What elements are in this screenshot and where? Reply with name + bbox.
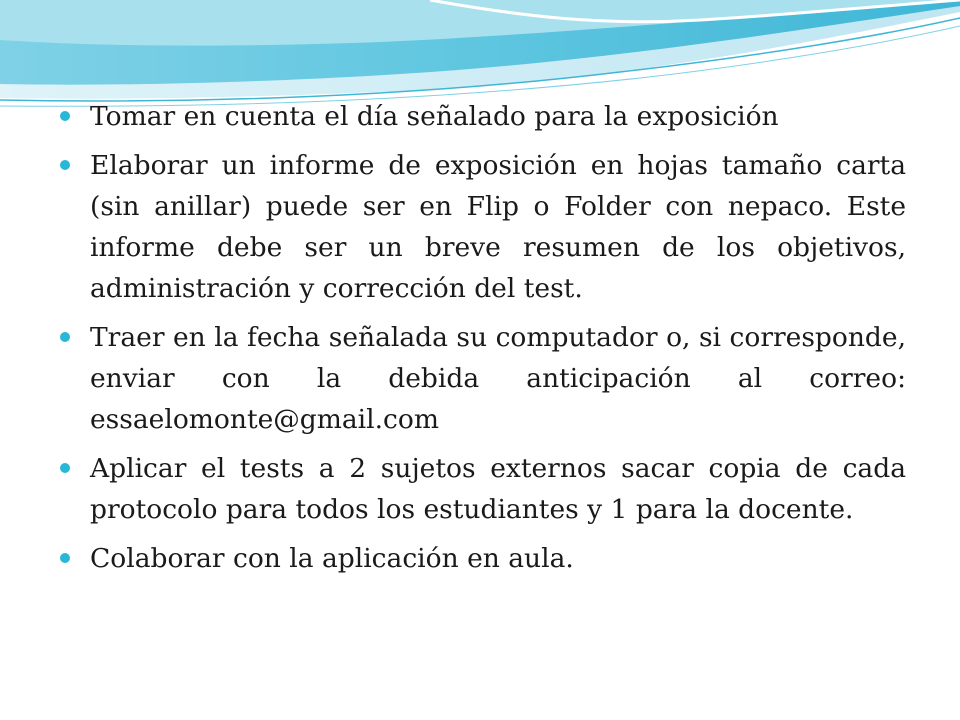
bullet-item [60, 448, 906, 530]
wave-header-decoration [0, 0, 960, 110]
bullet-icon [60, 463, 70, 473]
bullet-item [60, 538, 906, 579]
bullet-text: Aplicar el tests a 2 sujetos externos sacar copia de cada protocolo para todos los estudiantes y 1 para la docente. [90, 453, 906, 525]
bullet-text: Elaborar un informe de exposición en hojas tamaño carta (sin anillar) puede ser en Flip o Folder con nepaco. Este informe debe ser un breve resumen de los objetivos, administración y corrección del test. [90, 150, 906, 304]
bullet-icon [60, 111, 70, 121]
bullet-icon [60, 553, 70, 563]
bullet-item [60, 317, 906, 440]
bullet-text: Colaborar con la aplicación en aula. [90, 543, 574, 574]
bullet-item [60, 145, 906, 309]
bullet-item [60, 96, 906, 137]
bullet-text: Tomar en cuenta el día señalado para la exposición [90, 101, 779, 132]
bullet-text: Traer en la fecha señalada su computador o, si corresponde, enviar con la debida anticipación al correo: essaelomonte@gmail.com [90, 322, 906, 435]
bullet-list [60, 96, 906, 587]
bullet-icon [60, 332, 70, 342]
bullet-icon [60, 160, 70, 170]
